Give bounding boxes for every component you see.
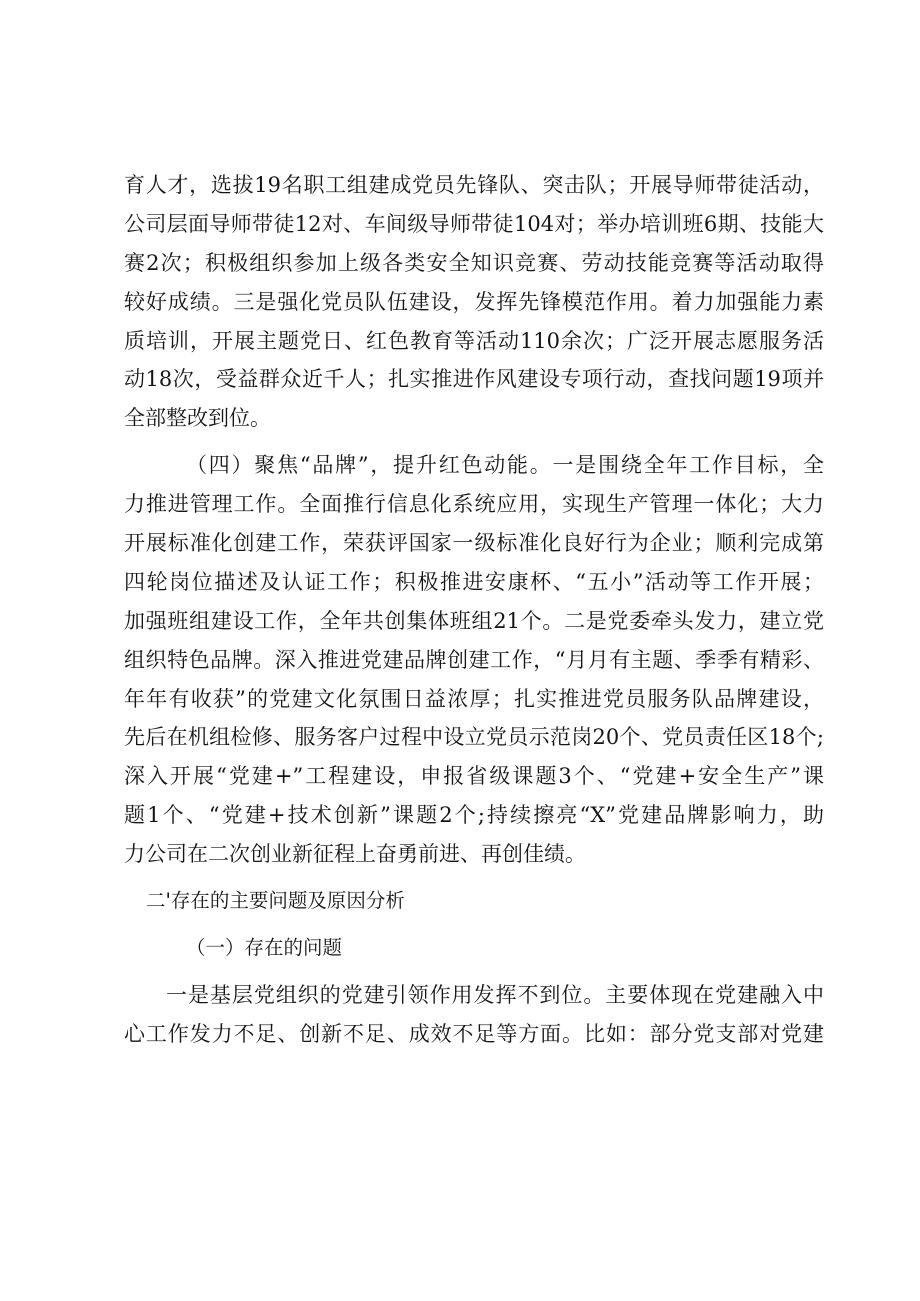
paragraph-brand [124, 446, 824, 874]
text-line: 四轮岗位描述及认证工作；积极推进安康杯、“五小”活动等工作开展； [124, 569, 824, 594]
text-line: 质培训，开展主题党日、红色教育等活动110余次；广泛开展志愿服务活 [124, 328, 824, 353]
document-body [124, 166, 824, 1054]
text-line: 全部整改到位。 [124, 406, 271, 431]
section-heading: 二'存在的主要问题及原因分析 [146, 889, 405, 913]
text-line: 组织特色品牌。深入推进党建品牌创建工作，“月月有主题、季季有精彩、 [124, 647, 824, 672]
text-line: 力公司在二次创业新征程上奋勇前进、再创佳绩。 [124, 842, 586, 867]
paragraph-gap [124, 874, 824, 882]
text-line: 公司层面导师带徒12对、车间级导师带徒104对；举办培训班6期、技能大 [124, 211, 824, 236]
text-line: 加强班组建设工作，全年共创集体班组21个。二是党委牵头发力，建立党 [124, 608, 824, 633]
text-line: 动18次，受益群众近千人；扎实推进作风建设专项行动，查找问题19项并 [124, 367, 824, 392]
text-line: 先后在机组检修、服务客户过程中设立党员示范岗20个、党员责任区18个; [124, 725, 824, 750]
text-line: 年年有收获”的党建文化氛围日益浓厚；扎实推进党员服务队品牌建设， [124, 686, 824, 711]
text-line: 力推进管理工作。全面推行信息化系统应用，实现生产管理一体化；大力 [124, 492, 824, 517]
sub-heading: （一）存在的问题 [186, 935, 343, 959]
paragraph-gap [124, 968, 824, 976]
paragraph-problems [124, 976, 824, 1054]
paragraph-talent-training [124, 166, 824, 438]
paragraph-gap [124, 921, 824, 929]
text-line: 一是基层党组织的党建引领作用发挥不到位。主要体现在党建融入中 [166, 982, 824, 1007]
text-line: 赛2次；积极组织参加上级各类安全知识竞赛、劳动技能竞赛等活动取得 [124, 250, 824, 275]
text-line: 心工作发力不足、创新不足、成效不足等方面。比如：部分党支部对党建 [124, 1021, 824, 1046]
text-line: 开展标准化创建工作，荣获评国家一级标准化良好行为企业；顺利完成第 [124, 531, 824, 556]
text-line: 深入开展“党建+”工程建设，申报省级课题3个、“党建+安全生产”课 [124, 764, 824, 789]
text-line: （四）聚焦“品牌”，提升红色动能。一是围绕全年工作目标，全 [186, 453, 824, 478]
text-line: 较好成绩。三是强化党员队伍建设，发挥先锋模范作用。着力加强能力素 [124, 289, 824, 314]
paragraph-gap [124, 438, 824, 446]
text-line: 育人才，选拔19名职工组建成党员先锋队、突击队；开展导师带徒活动， [124, 173, 824, 197]
text-line: 题1个、“党建+技术创新”课题2个;持续擦亮“X”党建品牌影响力，助 [124, 803, 824, 828]
